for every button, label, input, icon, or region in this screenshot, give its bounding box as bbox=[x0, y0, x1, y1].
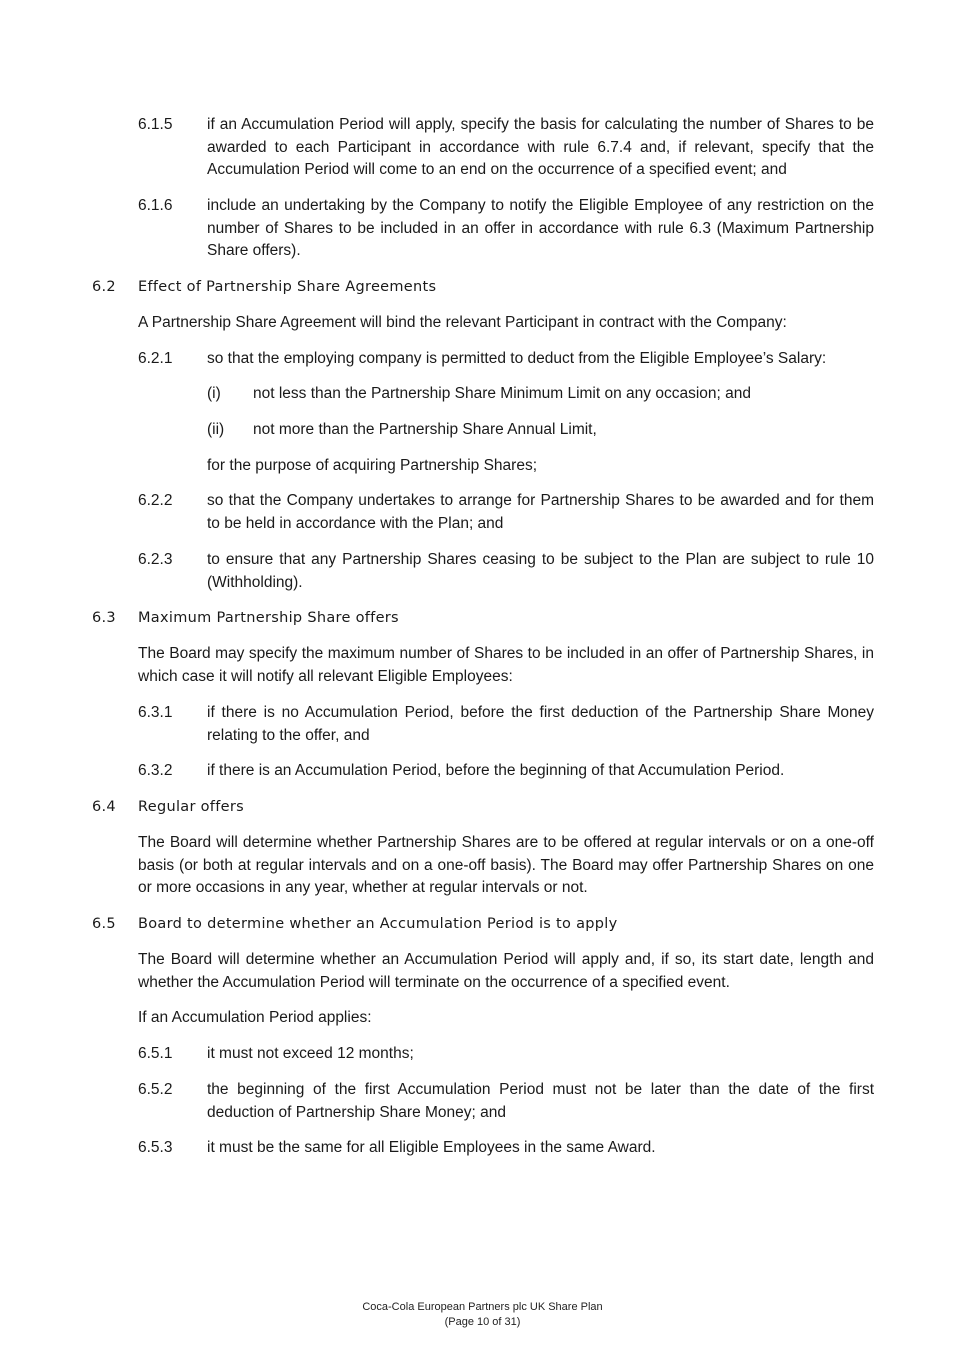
clause-text: include an undertaking by the Company to notify the Eligible Employee of any restriction on the number of Shares to be included in an offer in accordance with rule 6.3 (Maximum Partnership Share offers). bbox=[207, 197, 874, 259]
clause-text: so that the Company undertakes to arrange for Partnership Shares to be awarded and for them to be held in accordance with the Plan; and bbox=[207, 492, 874, 532]
clause-text: if there is an Accumulation Period, before the beginning of that Accumulation Period. bbox=[207, 762, 785, 779]
body-text: The Board may specify the maximum number of Shares to be included in an offer of Partnership Shares, in which case it will notify all relevant Eligible Employees: bbox=[138, 645, 874, 685]
clause-number: 6.3.2 bbox=[138, 762, 173, 779]
clause-text: so that the employing company is permitted to deduct from the Eligible Employee’s Salary: bbox=[207, 350, 827, 367]
clause-number: 6.3.1 bbox=[138, 704, 173, 721]
clause-text: to ensure that any Partnership Shares ceasing to be subject to the Plan are subject to rule 10 (Withholding). bbox=[207, 551, 874, 591]
section-number: 6.2 bbox=[92, 279, 116, 295]
subclause-number: (ii) bbox=[207, 421, 225, 438]
section-number: 6.4 bbox=[92, 799, 116, 815]
clause-text: the beginning of the first Accumulation Period must not be later than the date of the first deduction of Partnership Share Money; and bbox=[207, 1081, 874, 1121]
section-title: Board to determine whether an Accumulation Period is to apply bbox=[138, 916, 618, 932]
subclause-text: not less than the Partnership Share Minimum Limit on any occasion; and bbox=[253, 385, 751, 402]
clause-number: 6.5.3 bbox=[138, 1139, 173, 1156]
section-number: 6.3 bbox=[92, 610, 116, 626]
clause-text: for the purpose of acquiring Partnership Shares; bbox=[207, 457, 537, 474]
clause-number: 6.2.2 bbox=[138, 492, 173, 509]
clause-text: it must be the same for all Eligible Employees in the same Award. bbox=[207, 1139, 656, 1156]
page-footer bbox=[0, 1300, 965, 1330]
body-text: The Board will determine whether an Accumulation Period will apply and, if so, its start date, length and whether the Accumulation Period will terminate on the occurrence of a specified event. bbox=[138, 951, 874, 991]
clause-number: 6.2.1 bbox=[138, 350, 173, 367]
footer-document-title: Coca-Cola European Partners plc UK Share Plan bbox=[362, 1301, 603, 1313]
body-text: If an Accumulation Period applies: bbox=[138, 1009, 372, 1026]
section-title: Maximum Partnership Share offers bbox=[138, 610, 399, 626]
section-number: 6.5 bbox=[92, 916, 116, 932]
section-title: Effect of Partnership Share Agreements bbox=[138, 279, 437, 295]
footer-page-number: (Page 10 of 31) bbox=[444, 1316, 521, 1328]
subclause-text: not more than the Partnership Share Annual Limit, bbox=[253, 421, 597, 438]
clause-number: 6.5.1 bbox=[138, 1045, 173, 1062]
clause-number: 6.5.2 bbox=[138, 1081, 173, 1098]
clause-text: if there is no Accumulation Period, before the first deduction of the Partnership Share Money relating to the offer, and bbox=[207, 704, 874, 744]
clause-number: 6.2.3 bbox=[138, 551, 173, 568]
clause-number: 6.1.5 bbox=[138, 116, 173, 133]
clause-number: 6.1.6 bbox=[138, 197, 173, 214]
subclause-number: (i) bbox=[207, 385, 221, 402]
clause-text: it must not exceed 12 months; bbox=[207, 1045, 414, 1062]
body-text: The Board will determine whether Partnership Shares are to be offered at regular intervals or on a one-off basis (or both at regular intervals and on a one-off basis). The Board may offer Partnership Shares on one or more occasions in any year, whether at regular intervals or not. bbox=[138, 834, 874, 896]
section-title: Regular offers bbox=[138, 799, 244, 815]
clause-text: if an Accumulation Period will apply, specify the basis for calculating the number of Shares to be awarded to each Participant in accordance with rule 6.7.4 and, if relevant, specify that the Accumulation Period will come to an end on the occurrence of a specified event; and bbox=[207, 116, 874, 178]
body-text: A Partnership Share Agreement will bind the relevant Participant in contract with the Company: bbox=[138, 314, 787, 331]
